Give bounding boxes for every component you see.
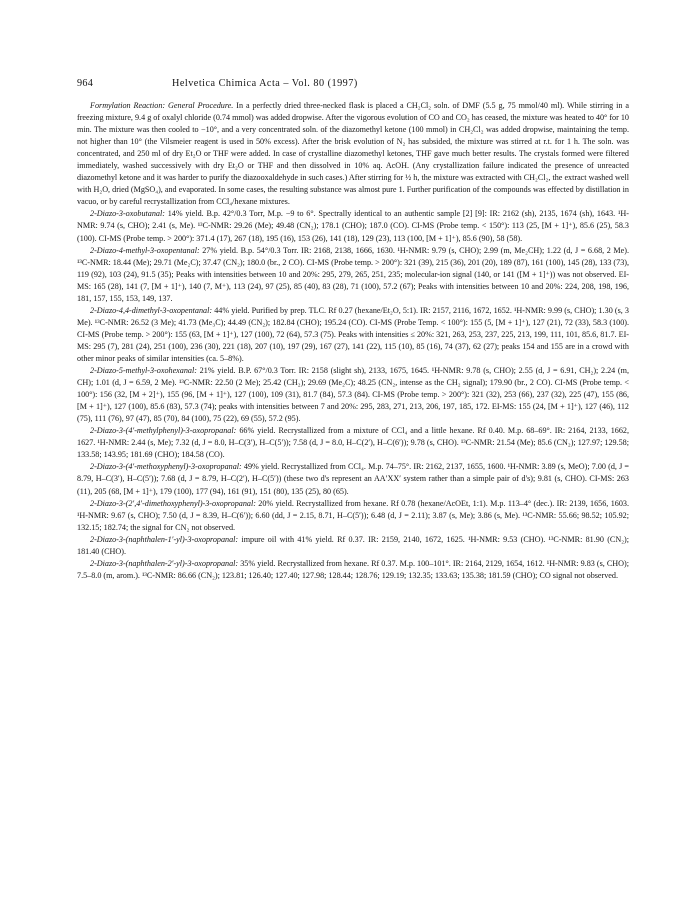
paragraph-compound	[77, 498, 629, 534]
paragraph-lead: Formylation Reaction: General Procedure.	[90, 101, 234, 110]
paragraph-compound	[77, 245, 629, 305]
paragraph-compound	[77, 461, 629, 497]
paragraph-compound	[77, 365, 629, 425]
compound-data: impure oil with 41% yield. Rf 0.37. IR: 2159, 2140, 1672, 1625. ¹H-NMR: 9.53 (CHO). ¹³C-NMR: 81.90 (CN₂); 181.40 (CHO).	[77, 534, 629, 556]
compound-data: 20% yield. Recrystallized from hexane. Rf 0.78 (hexane/AcOEt, 1:1). M.p. 113–4° (dec.). IR: 2139, 1656, 1603. ¹H-NMR: 9.67 (s, CHO); 7.50 (d, J = 8.39, H–C(6′)); 6.60 (dd, J = 2.15, 8.71, H–C(5′)); 6.48 (d, J = 2.11); 3.87 (s, Me); 3.86 (s, Me). ¹³C-NMR: 55.66; 98.52; 105.92; 132.15; 182.74; the signal for CN₂ not observed.	[77, 498, 629, 532]
compound-name: 2-Diazo-4,4-dimethyl-3-oxopentanal:	[90, 305, 213, 315]
page-number: 964	[77, 78, 94, 89]
compound-data: 66% yield. Recrystallized from a mixture of CCl₄ and a little hexane. Rf 0.40. M.p. 68–69°. IR: 2164, 2133, 1662, 1627. ¹H-NMR: 2.44 (s, Me); 7.32 (d, J = 8.0, H–C(3′), H–C(5′)); 7.58 (d, J = 8.0, H–C(2′), H–C(6′)); 9.78 (s, CHO). ¹³C-NMR: 21.54 (Me); 85.6 (CN₂); 127.97; 129.58; 133.58; 143.95; 181.69 (CHO); 184.58 (CO).	[77, 426, 629, 460]
paragraph-text: In a perfectly dried three-necked flask is placed a CH₂Cl₂ soln. of DMF (5.5 g, 75 mmol/40 ml). While stirring in a freezing mixture, 9.4 g of oxalyl chloride (0.74 mmol) was added dropwise. After the vigorous evolution of CO and CO₂ has ceased, the mixture was heated to 40° for 10 min. The mixture was then cooled to −10°, and a very concentrated soln. of the diazomethyl ketone (100 mmol) in CH₂Cl₂ was added dropwise, maintaining the temp. not higher than 10° (the Vilsmeier reagent is used in 50% excess). After the brisk evolution of N₂ has subsided, the mixture was stirred at r.t. for 1 h. The soln. was concentrated, and 250 ml of dry Et₂O or THF were added. In case of crystalline diazomethyl ketones, THF gave much better results. The crystals formed were filtered immediately, washed successively with dry Et₂O or THF and then dissolved in 10% aq. AcOH. (Any crystallization failure indicated the presence of unreacted diazomethyl ketone and it was harder to purify the diazooxaldehyde in such cases.) After stirring for ½ h, the mixture was extracted with CH₂Cl₂, the extract washed well with H₂O, dried (MgSO₄), and evaporated. In some cases, the resulting substance was almost pure 1. Further purification of the compounds was effected by distillation in vacuo, or by careful recrystallization from CCl₄/hexane mixtures.	[77, 101, 629, 207]
compound-name: 2-Diazo-3-(4′-methylphenyl)-3-oxopropanal:	[90, 426, 237, 436]
compound-data: 14% yield. B.p. 42°/0.3 Torr, M.p. −9 to 6°. Spectrally identical to an authentic sample [2] [9]: IR: 2162 (sh), 2135, 1674 (sh), 1643. ¹H-NMR: 9.74 (s, CHO); 2.41 (s, Me). ¹³C-NMR: 29.26 (Me); 49.48 (CN₂); 178.1 (CHO); 187.0 (CO). CI-MS (Probe temp. < 150°): 113 (25, [M + 1]⁺), 85.6 (25), 58.3 (100). CI-MS (Probe temp. > 200°): 371.4 (17), 267 (18), 195 (16), 153 (26), 141 (18), 129 (23), 113 (100, [M + 1]⁺), 85.6 (90), 58 (58).	[77, 209, 629, 243]
compound-name: 2-Diazo-4-methyl-3-oxopentanal:	[90, 245, 200, 255]
journal-title: Helvetica Chimica Acta – Vol. 80 (1997)	[172, 78, 358, 89]
compound-data: 35% yield. Recrystallized from hexane. Rf 0.37. M.p. 100–101°. IR: 2164, 2129, 1654, 1612. ¹H-NMR: 9.83 (s, CHO); 7.5–8.0 (m, arom.). ¹³C-NMR: 86.66 (CN₂); 123.81; 126.40; 127.40; 127.98; 128.44; 128.76; 129.19; 132.35; 133.63; 135.38; 181.59 (CHO); CO signal not observed.	[77, 558, 629, 580]
compound-name: 2-Diazo-3-(4′-methoxyphenyl)-3-oxopropanal:	[90, 462, 242, 472]
paragraph-compound	[77, 208, 629, 244]
compound-name: 2-Diazo-3-(naphthalen-2′-yl)-3-oxopropanal:	[90, 558, 239, 568]
compound-name: 2-Diazo-5-methyl-3-oxohexanal:	[90, 366, 197, 376]
compound-data: 27% yield. B.p. 54°/0.3 Torr. IR: 2168, 2138, 1666, 1630. ¹H-NMR: 9.79 (s, CHO); 2.99 (m, Me₂CH); 1.22 (d, J = 6.68, 2 Me). ¹³C-NMR: 18.44 (Me); 29.71 (Me₂C); 37.47 (CN₂); 180.0 (br., 2 CO). CI-MS (Probe temp. > 200°): 321 (39), 215 (36), 201 (20), 189 (87), 161 (100), 145 (28), 133 (73), 119 (92), 103 (24), 91.5 (35); Peaks with intensities between 10 and 20%: 295, 279, 265, 251, 235; molecular-ion signal (140, or 141 ([M + 1]⁺)) was not observed. EI-MS: 165 (28), 141 (7, [M + 1]⁺), 140 (7, M⁺), 113 (24), 97 (25), 85 (40), 83 (28), 71 (100), 57.2 (67); Peaks with intensities between 10 and 20%: 224, 208, 198, 196, 181, 157, 155, 153, 149, 137.	[77, 245, 629, 303]
body-text	[77, 100, 629, 582]
paragraph-general-procedure	[77, 100, 629, 208]
paragraph-compound	[77, 425, 629, 461]
compound-data: 49% yield. Recrystallized from CCl₄. M.p. 74–75°. IR: 2162, 2137, 1655, 1600. ¹H-NMR: 3.89 (s, MeO); 7.00 (d, J = 8.79, H–C(3′), H–C(5′)); 7.68 (d, J = 8.79, H–C(2′), H–C(5′)) (these two d's represent an AA′XX′ system rather than a simple pair of d's); 9.81 (s, CHO). CI-MS: 263 (11), 205 (68, [M + 1]⁺), 179 (100), 177 (94), 161 (91), 151 (80), 135 (25), 80 (65).	[77, 462, 629, 496]
compound-data: 44% yield. Purified by prep. TLC. Rf 0.27 (hexane/Et₂O, 5:1). IR: 2157, 2116, 1672, 1652. ¹H-NMR: 9.99 (s, CHO); 1.30 (s, 3 Me). ¹³C-NMR: 26.52 (3 Me); 41.73 (Me₃C); 44.49 (CN₂); 182.84 (CHO); 195.24 (CO). CI-MS (Probe Temp. < 100°): 155 (5, [M + 1]⁺), 127 (21), 72 (33), 58.3 (100). CI-MS (Probe temp. > 200°): 155 (63, [M + 1]⁺), 127 (100), 72 (64), 57.3 (75). Peaks with intensities ≤ 20%: 321, 263, 253, 237, 225, 213, 199, 111, 101, 85.6, 81.7. EI-MS: 295 (7), 281 (24), 251 (100), 236 (30), 221 (18), 207 (10), 197 (29), 167 (27), 141 (22), 115 (10), 85 (16), 74 (37), 62 (27); peaks 154 and 155 are in a crowd with other minor peaks of similar intensities (ca. 5–8%).	[77, 305, 629, 363]
paragraph-compound	[77, 534, 629, 558]
paragraph-compound	[77, 558, 629, 582]
compound-name: 2-Diazo-3-oxobutanal:	[90, 209, 165, 219]
running-header	[77, 77, 629, 91]
compound-data: 21% yield. B.P. 67°/0.3 Torr. IR: 2158 (slight sh), 2133, 1675, 1645. ¹H-NMR: 9.78 (s, CHO); 2.55 (d, J = 6.91, CH₂); 2.24 (m, CH); 1.01 (d, J = 6.59, 2 Me). ¹³C-NMR: 22.50 (2 Me); 25.42 (CH₂); 29.69 (Me₂C); 48.25 (CN₂, intense as the CH₂ signal); 179.90 (br., 2 CO). CI-MS (Probe temp. < 100°): 156 (32, [M + 2]⁺), 155 (96, [M + 1]⁺), 127 (100), 109 (31), 81.7 (84), 57.3 (84). CI-MS (Probe temp. > 200°): 321 (32), 253 (66), 237 (32), 225 (47), 155 (86, [M + 1]⁺), 127 (100), 85.6 (83), 57.3 (74); peaks with intensities between 7 and 20%: 295, 283, 271, 213, 206, 197, 185, 172. EI-MS: 155 (24, [M + 1]⁺), 127 (46), 112 (75), 111 (76), 97 (47), 85 (70), 84 (100), 75 (22), 69 (55), 57.2 (95).	[77, 366, 629, 424]
compound-name: 2-Diazo-3-(naphthalen-1′-yl)-3-oxopropanal:	[90, 534, 239, 544]
compound-name: 2-Diazo-3-(2′,4′-dimethoxyphenyl)-3-oxopropanal:	[90, 498, 256, 508]
paragraph-compound	[77, 305, 629, 365]
